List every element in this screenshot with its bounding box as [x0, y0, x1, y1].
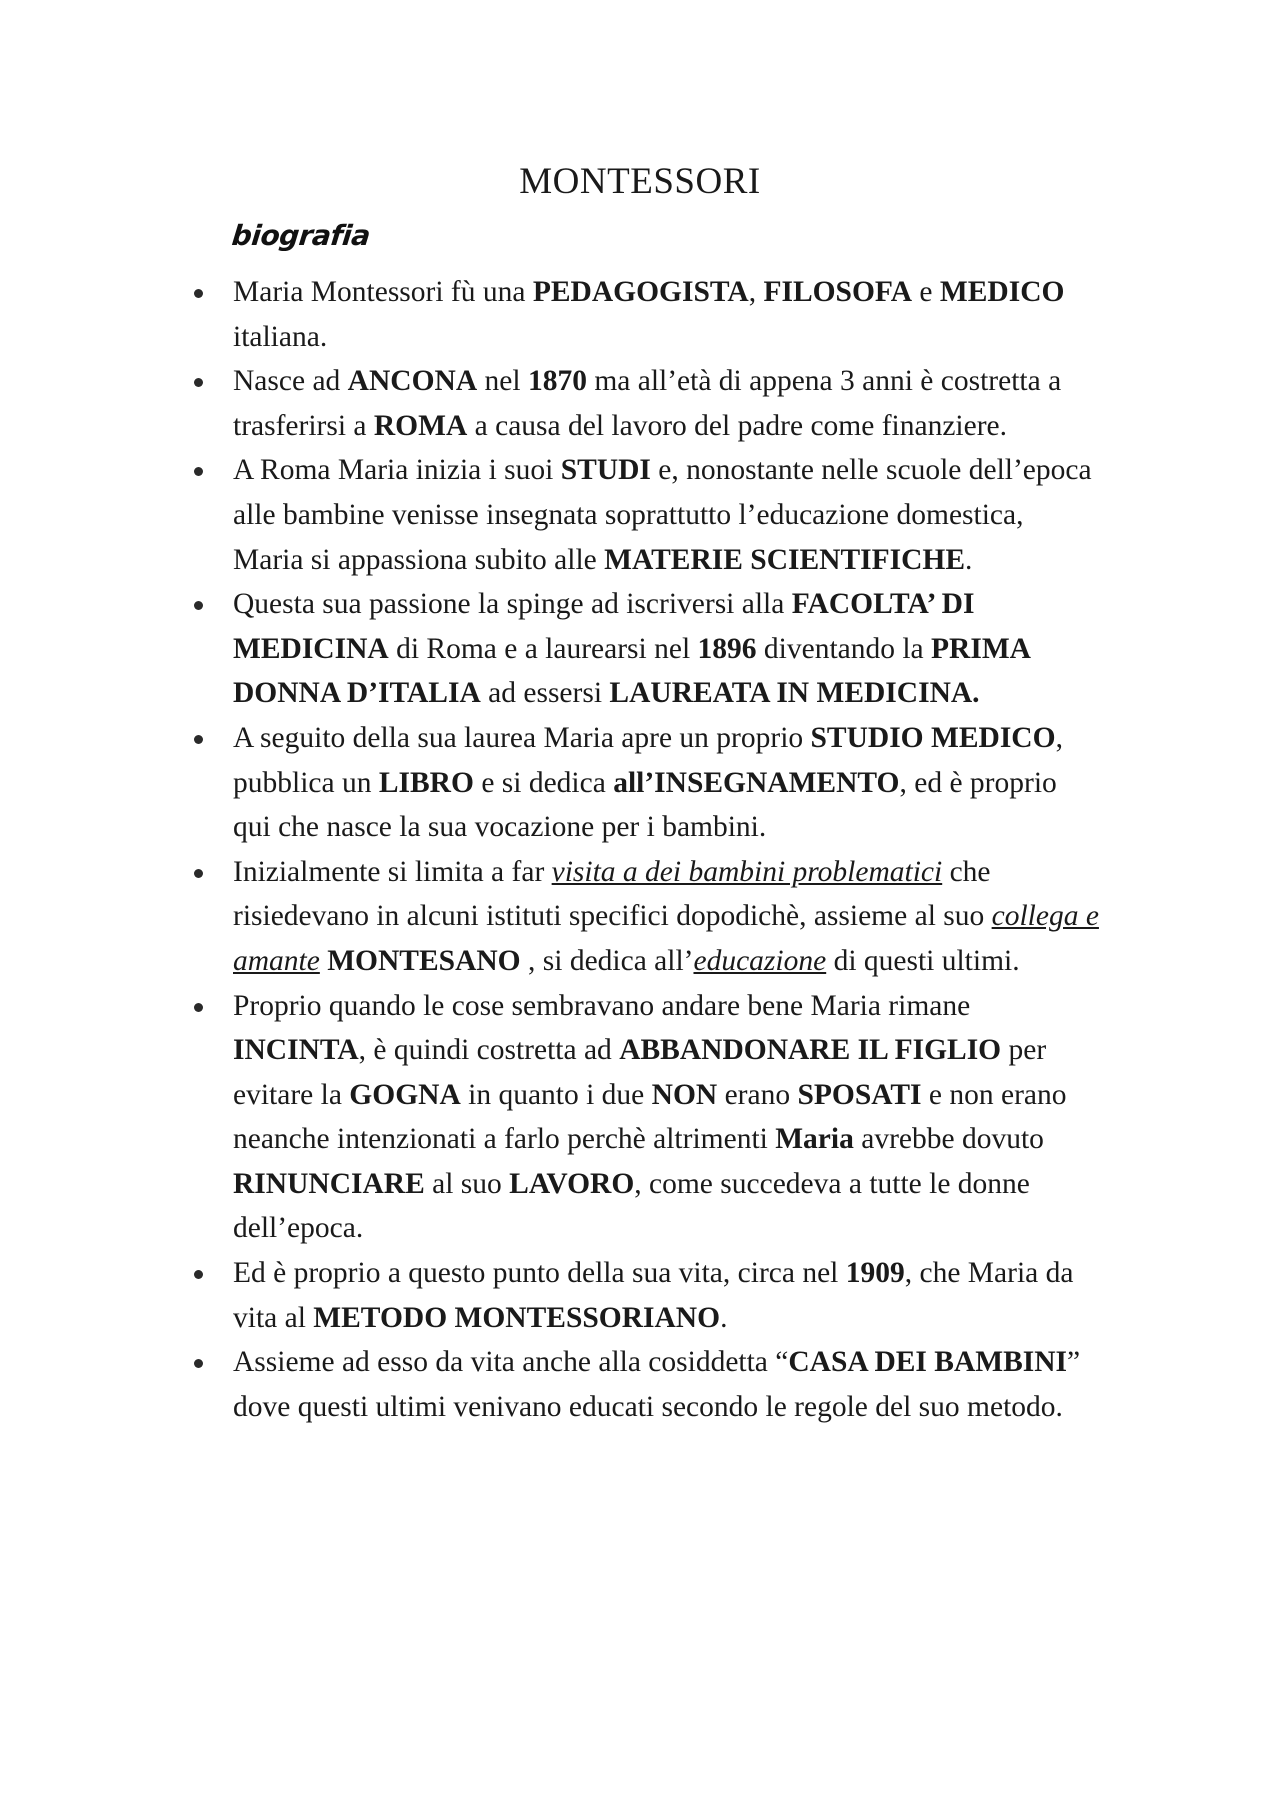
bold-text: all’INSEGNAMENTO: [613, 766, 900, 799]
list-item: [0, 270, 1280, 359]
list-item: [0, 1340, 1280, 1429]
bullet-dot-icon: [194, 1359, 203, 1368]
text-segment: erano: [717, 1078, 798, 1111]
text-segment: , pubblica un: [233, 721, 1063, 799]
bold-text: NON: [651, 1078, 718, 1111]
list-item: [0, 582, 1280, 716]
bold-text: LIBRO: [378, 766, 474, 799]
text-segment: , è quindi costretta ad: [358, 1034, 620, 1067]
bullet-dot-icon: [194, 289, 203, 298]
text-segment: A seguito della sua laurea Maria apre un proprio: [233, 721, 811, 754]
bold-text: LAUREATA IN MEDICINA.: [609, 677, 980, 710]
bullet-dot-icon: [194, 1270, 203, 1279]
bold-text: METODO MONTESSORIANO: [313, 1301, 721, 1334]
text-segment: , che Maria da vita al: [233, 1257, 1074, 1334]
bold-text: 1870: [527, 365, 587, 398]
bold-text: CASA DEI BAMBINI: [788, 1346, 1068, 1379]
text-segment: Assieme ad esso da vita anche alla cosiddetta “: [233, 1346, 789, 1379]
text-segment: Nasce ad: [233, 365, 348, 398]
text-segment: di Roma e a laurearsi nel: [388, 632, 698, 665]
bullet-dot-icon: [194, 467, 203, 476]
bullet-dot-icon: [194, 601, 203, 610]
bold-text: PEDAGOGISTA: [532, 276, 749, 308]
text-segment: .: [720, 1301, 728, 1334]
section-heading: biografia: [230, 219, 372, 252]
bold-text: Maria: [775, 1123, 854, 1156]
page-title: MONTESSORI: [519, 161, 761, 202]
bullet-list: [0, 270, 1280, 1429]
text-segment: che risiedevano in alcuni istituti specifici dopodichè, assieme al suo: [233, 855, 992, 933]
text-segment: al suo: [424, 1167, 510, 1200]
text-segment: ma all’età di appena 3 anni è costretta a trasferirsi a: [233, 365, 1062, 442]
bold-text: MONTESANO: [327, 944, 521, 977]
text-segment: e non erano neanche intenzionati a farlo perchè altrimenti: [233, 1078, 1067, 1156]
text-segment: , si dedica all’: [520, 944, 694, 977]
bullet-dot-icon: [194, 378, 203, 387]
text-segment: ,: [748, 276, 764, 308]
bold-text: STUDIO MEDICO: [810, 721, 1056, 754]
text-segment: a causa del lavoro del padre come finanziere.: [467, 409, 1008, 442]
list-item: [0, 359, 1280, 448]
text-segment: ” dove questi ultimi venivano educati secondo le regole del suo metodo.: [233, 1346, 1081, 1423]
bold-text: STUDI: [560, 454, 651, 487]
bold-text: SPOSATI: [797, 1078, 922, 1111]
bold-text: ANCONA: [347, 365, 478, 398]
text-segment: .: [965, 543, 973, 576]
bold-text: 1896: [697, 632, 757, 665]
text-segment: e: [912, 276, 940, 308]
bold-text: MEDICO: [939, 276, 1065, 308]
text-segment: , ed è proprio qui che nasce la sua vocazione per i bambini.: [233, 766, 1057, 844]
list-item: [0, 716, 1280, 850]
text-segment: Maria Montessori fù una: [233, 276, 533, 308]
underlined-text: visita a dei bambini problematici: [551, 855, 943, 888]
bullet-dot-icon: [194, 869, 203, 878]
text-segment: nel: [477, 365, 528, 398]
list-item: [0, 984, 1280, 1252]
bold-text: INCINTA: [233, 1034, 359, 1067]
bold-text: GOGNA: [349, 1078, 461, 1111]
bold-text: MATERIE SCIENTIFICHE: [604, 543, 966, 576]
text-segment: in quanto i due: [460, 1078, 652, 1111]
bullet-dot-icon: [194, 1003, 203, 1012]
bold-text: ABBANDONARE IL FIGLIO: [619, 1034, 1002, 1067]
bold-text: LAVORO: [509, 1167, 635, 1200]
underlined-text: educazione: [693, 944, 827, 977]
bullet-dot-icon: [194, 735, 203, 744]
text-segment: , come succedeva a tutte le donne dell’epoca.: [233, 1167, 1030, 1245]
text-segment: A Roma Maria inizia i suoi: [233, 454, 561, 487]
text-segment: diventando la: [756, 632, 932, 665]
list-item: [0, 1251, 1280, 1340]
text-segment: Questa sua passione la spinge ad iscriversi alla: [233, 588, 792, 621]
text-segment: ad essersi: [480, 677, 610, 710]
list-item: [0, 448, 1280, 582]
bold-text: FILOSOFA: [763, 276, 913, 308]
bold-text: 1909: [845, 1257, 905, 1290]
text-segment: avrebbe dovuto: [853, 1123, 1044, 1156]
list-item: [0, 850, 1280, 984]
text-segment: Inizialmente si limita a far: [233, 855, 552, 888]
text-segment: di questi ultimi.: [826, 944, 1020, 977]
bold-text: FACOLTA’ DI MEDICINA: [233, 588, 975, 665]
bold-text: ROMA: [373, 409, 468, 442]
text-segment: Proprio quando le cose sembravano andare bene Maria rimane: [233, 989, 971, 1022]
text-segment: Ed è proprio a questo punto della sua vita, circa nel: [233, 1257, 846, 1290]
text-segment: e si dedica: [473, 766, 614, 799]
underlined-text: collega e amante: [233, 900, 1099, 977]
bold-text: RINUNCIARE: [233, 1167, 425, 1200]
bold-text: PRIMA DONNA D’ITALIA: [233, 632, 1030, 710]
text-segment: e, nonostante nelle scuole dell’epoca alle bambine venisse insegnata soprattutto l’educazione domestica, Maria si appassiona subito alle: [233, 454, 1092, 576]
text-segment: italiana.: [233, 320, 328, 353]
text-segment: per evitare la: [233, 1034, 1047, 1111]
